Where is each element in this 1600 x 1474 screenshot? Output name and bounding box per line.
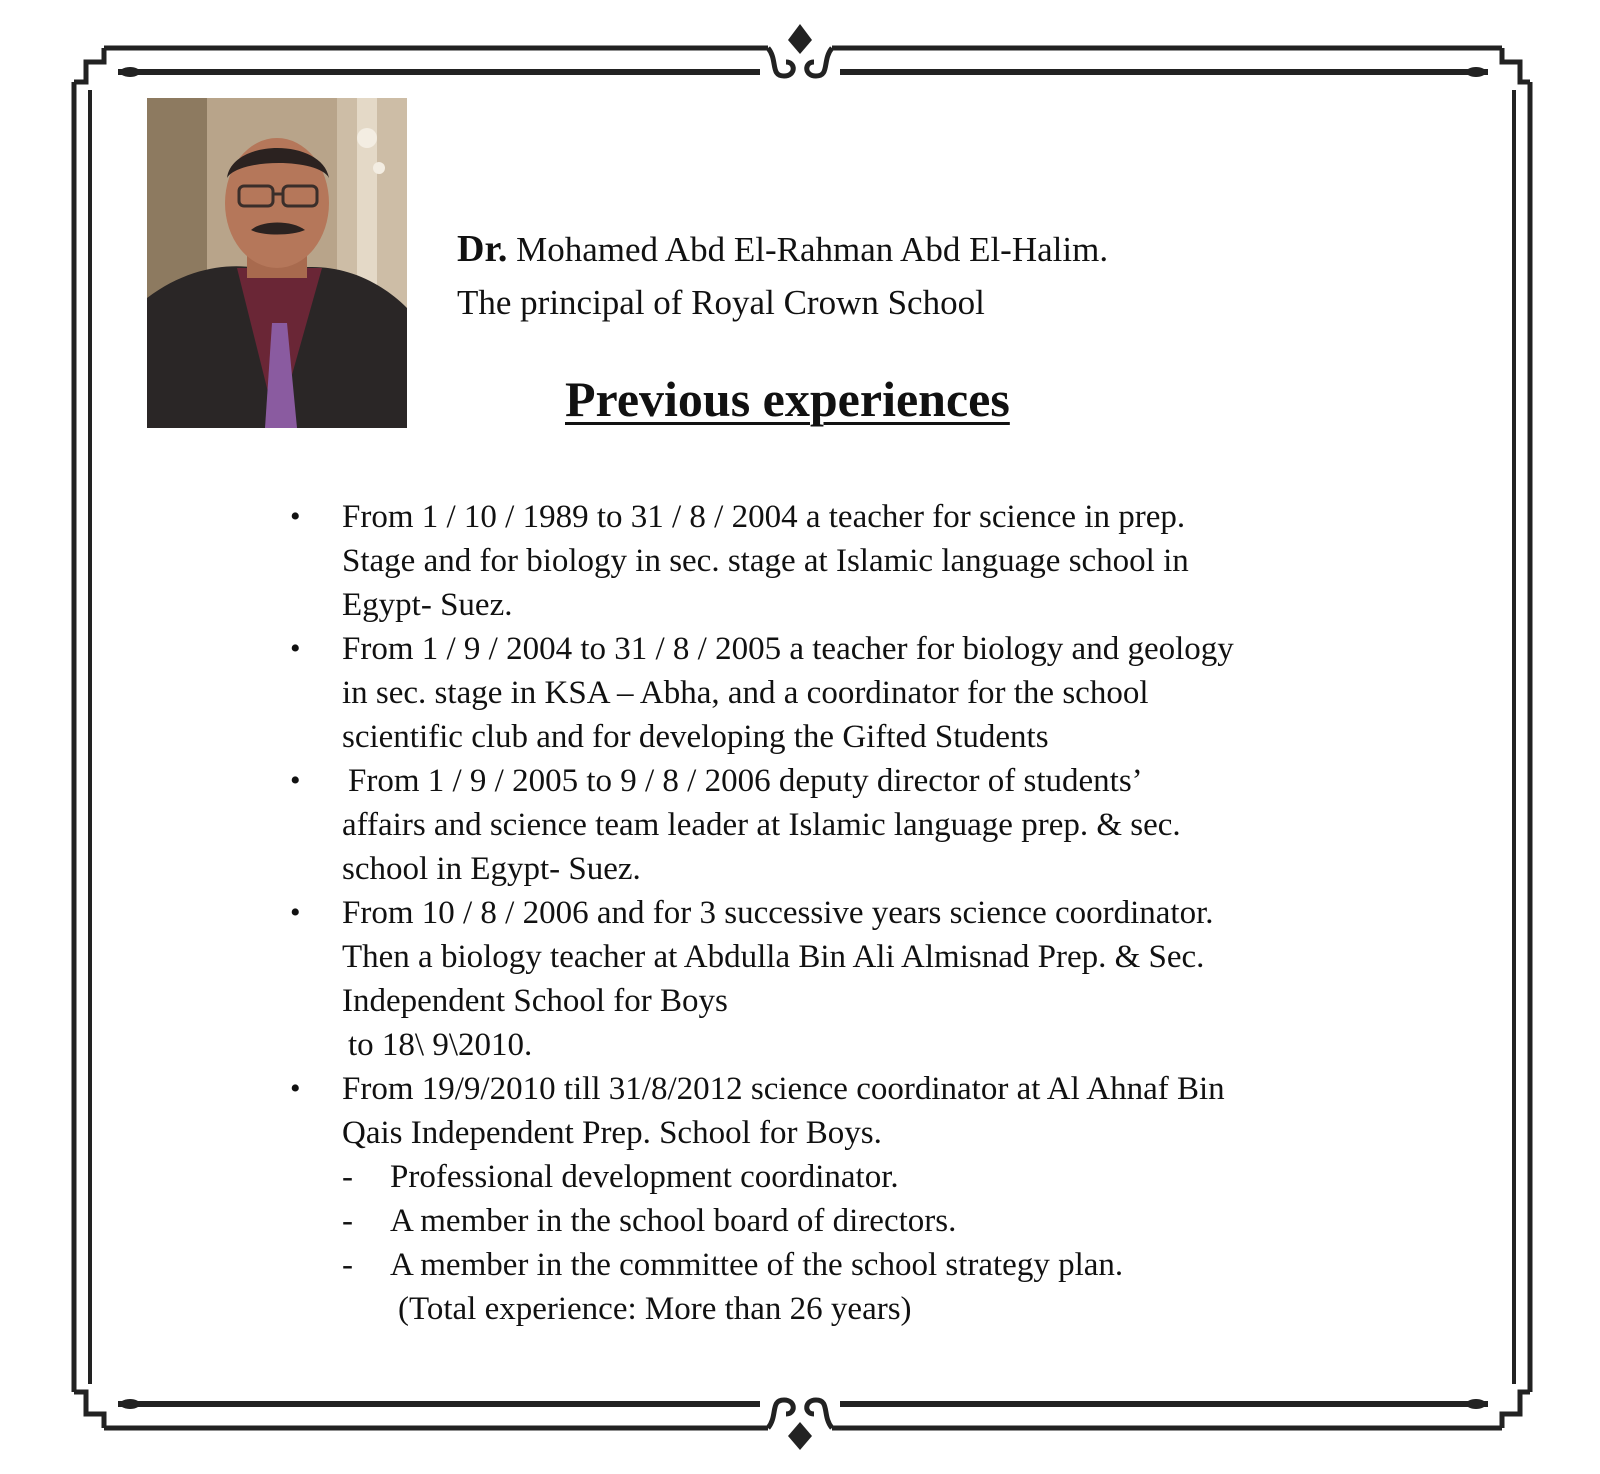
experience-list <box>290 495 1410 1331</box>
list-item-line: Qais Independent Prep. School for Boys. <box>342 1115 882 1151</box>
list-item-line: scientific club and for developing the Gifted Students <box>342 719 1049 755</box>
bullet-icon: • <box>290 1072 301 1105</box>
dash-icon: - <box>342 1247 353 1283</box>
person-name <box>457 227 1108 271</box>
sub-role-text: A member in the committee of the school strategy plan. <box>390 1247 1124 1283</box>
person-role: The principal of Royal Crown School <box>457 283 985 322</box>
bullet-icon: • <box>290 764 301 797</box>
list-item <box>290 759 1410 891</box>
portrait-photo <box>147 98 407 428</box>
total-experience: (Total experience: More than 26 years) <box>398 1291 912 1327</box>
dash-icon: - <box>342 1159 353 1195</box>
list-item <box>290 627 1410 759</box>
bullet-icon: • <box>290 500 301 533</box>
list-item-line: Independent School for Boys <box>342 983 728 1019</box>
list-item <box>290 495 1410 627</box>
list-item-line: Stage and for biology in sec. stage at Islamic language school in <box>342 543 1189 579</box>
list-item-line: to 18\ 9\2010. <box>348 1027 533 1063</box>
title-prefix: Dr. <box>457 228 508 270</box>
list-item-line: From 19/9/2010 till 31/8/2012 science coordinator at Al Ahnaf Bin <box>342 1071 1225 1107</box>
list-item-line: From 1 / 9 / 2004 to 31 / 8 / 2005 a teacher for biology and geology <box>342 631 1234 667</box>
list-item <box>290 1067 1410 1155</box>
list-item-line: school in Egypt- Suez. <box>342 851 641 887</box>
list-item-line: Egypt- Suez. <box>342 587 513 623</box>
list-item-line: affairs and science team leader at Islamic language prep. & sec. <box>342 807 1181 843</box>
list-item-line: From 1 / 10 / 1989 to 31 / 8 / 2004 a teacher for science in prep. <box>342 499 1186 535</box>
sub-role-item <box>290 1155 1410 1199</box>
full-name: Mohamed Abd El-Rahman Abd El-Halim. <box>507 230 1109 269</box>
sub-role-text: Professional development coordinator. <box>390 1159 899 1195</box>
bullet-icon: • <box>290 632 301 665</box>
list-item <box>290 891 1410 1067</box>
sub-role-text: A member in the school board of directors. <box>390 1203 957 1239</box>
sub-role-item <box>290 1199 1410 1243</box>
bullet-icon: • <box>290 896 301 929</box>
sub-role-item <box>290 1243 1410 1287</box>
list-item-line: Then a biology teacher at Abdulla Bin Ali Almisnad Prep. & Sec. <box>342 939 1205 975</box>
section-heading: Previous experiences <box>565 371 1010 427</box>
list-item-line: From 1 / 9 / 2005 to 9 / 8 / 2006 deputy director of students’ <box>348 763 1143 799</box>
list-item-line: From 10 / 8 / 2006 and for 3 successive years science coordinator. <box>342 895 1214 931</box>
dash-icon: - <box>342 1203 353 1239</box>
list-item-line: in sec. stage in KSA – Abha, and a coordinator for the school <box>342 675 1149 711</box>
